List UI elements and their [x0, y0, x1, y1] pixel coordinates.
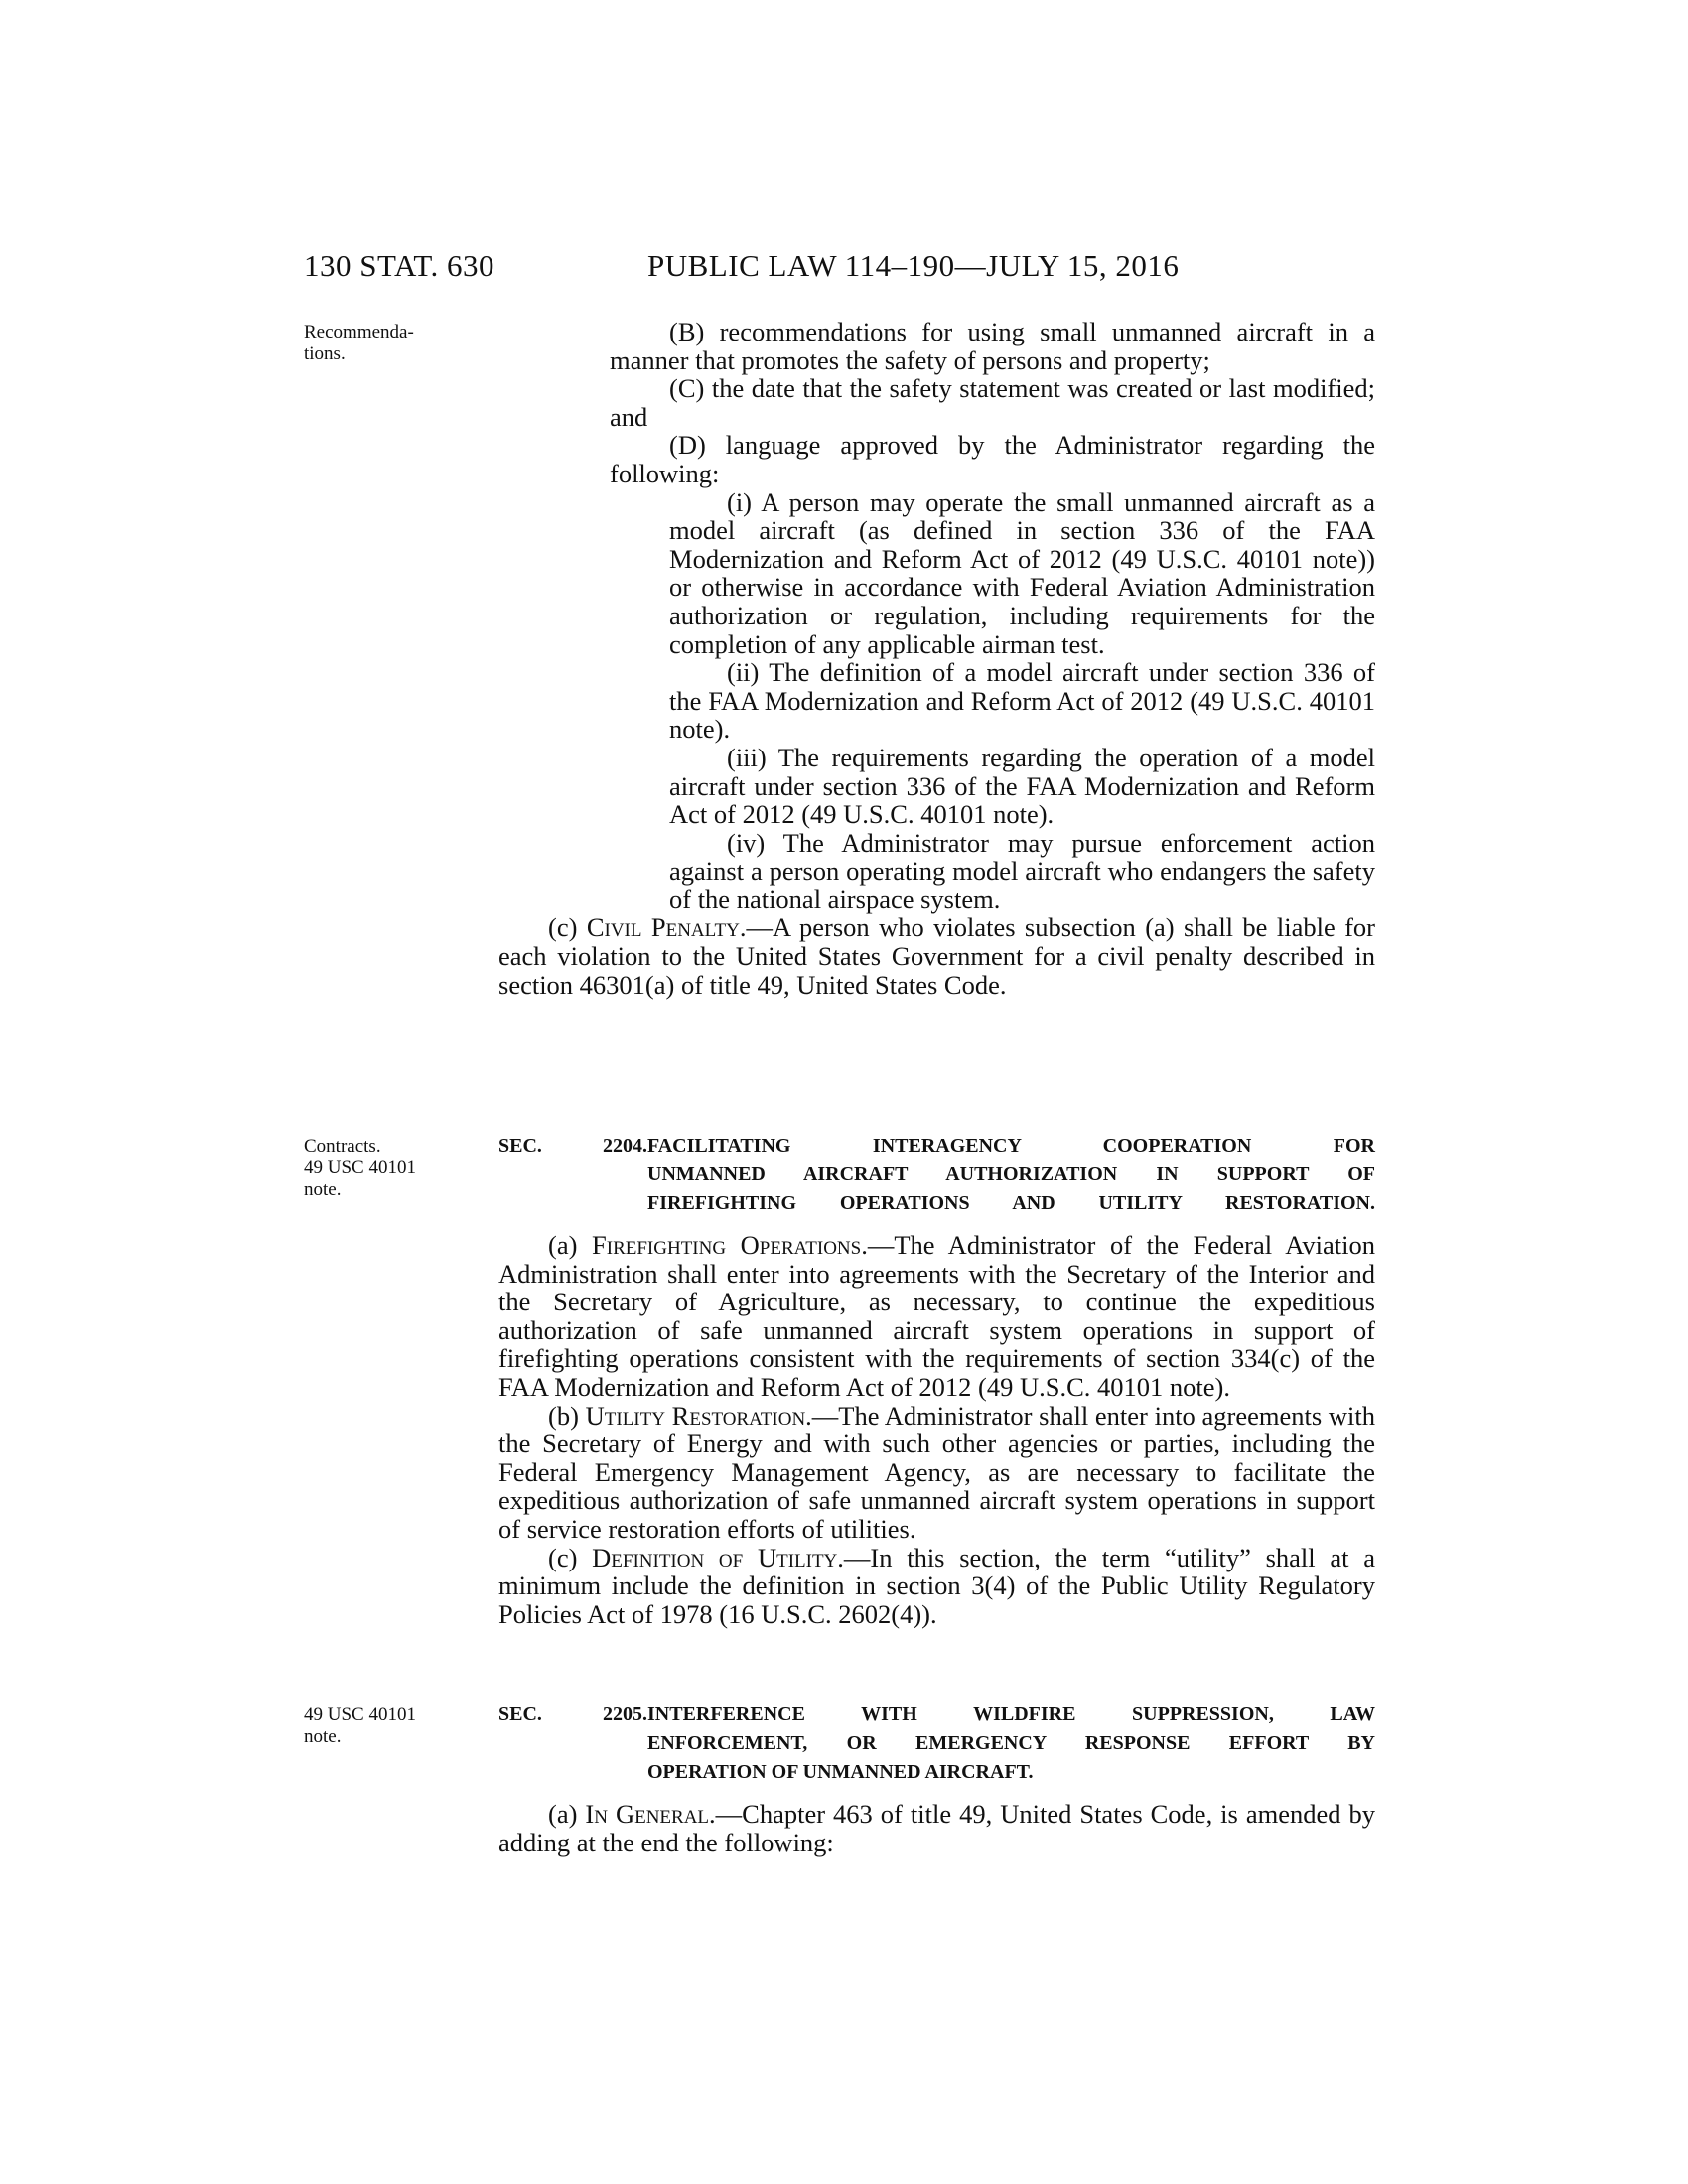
- margin-note-line: note.: [304, 1726, 342, 1747]
- section-title-line: UNMANNED AIRCRAFT AUTHORIZATION IN SUPPORT OF: [647, 1163, 1375, 1185]
- stat-page-number: 130 STAT. 630: [304, 248, 495, 283]
- margin-note-usc-2205: [304, 1705, 453, 1748]
- subsection-heading: In General: [585, 1799, 710, 1829]
- margin-note-recommendations: [304, 322, 453, 365]
- clause-iii: (iii) The requirements regarding the operation of a model aircraft under section 336 of the FAA Modernization and Reform Act of 2012 (49 U.S.C. 40101 note).: [669, 742, 1375, 830]
- section-2204-body: [498, 1231, 1375, 1628]
- subsection-a-in-general: [498, 1800, 1375, 1856]
- margin-note-line: 49 USC 40101: [304, 1158, 416, 1178]
- section-title-line: ENFORCEMENT, OR EMERGENCY RESPONSE EFFORT BY: [647, 1732, 1375, 1754]
- paragraph-B: (B) recommendations for using small unmanned aircraft in a manner that promotes the safety of persons and property;: [610, 317, 1375, 375]
- clause-iv: (iv) The Administrator may pursue enforcement action against a person operating model aircraft who endangers the safety of the national airspace system.: [669, 827, 1375, 914]
- margin-note-contracts: [304, 1136, 453, 1201]
- subsection-label: (a): [548, 1799, 586, 1829]
- subsection-label: (c): [548, 912, 587, 943]
- section-title-line: FACILITATING INTERAGENCY COOPERATION FOR: [647, 1135, 1375, 1157]
- margin-note-line: tions.: [304, 343, 346, 364]
- paragraph-D: (D) language approved by the Administrator regarding the following:: [610, 430, 1375, 488]
- subsection-text: .—The Administrator of the Federal Aviation Administration shall enter into agreements with the Secretary of the Interior and the Secretary of Agriculture, as necessary, to continue the expeditious authorization of safe unmanned aircraft system operations in support of firefighting operations consistent with the requirements of section 334(c) of the FAA Modernization and Reform Act of 2012 (49 U.S.C. 40101 note).: [498, 1230, 1375, 1402]
- paragraph-C: (C) the date that the safety statement was created or last modified; and: [610, 373, 1375, 432]
- section-number: SEC. 2204.: [498, 1135, 647, 1157]
- subsection-b-utility-restoration: [498, 1402, 1375, 1544]
- section-heading-line: [498, 1701, 1375, 1729]
- subsection-text: .—A person who violates subsection (a) shall be liable for each violation to the United States Government for a civil penalty described in section 46301(a) of title 49, United States Code.: [498, 912, 1375, 1000]
- section-title-line: INTERFERENCE WITH WILDFIRE SUPPRESSION, LAW: [647, 1704, 1375, 1725]
- subsection-label: (a): [548, 1230, 593, 1260]
- margin-note-line: 49 USC 40101: [304, 1705, 416, 1725]
- subsection-label: (b): [548, 1400, 586, 1431]
- margin-note-line: note.: [304, 1179, 342, 1200]
- subsection-heading: Civil Penalty: [586, 912, 740, 943]
- subsection-text: .—Chapter 463 of title 49, United States Code, is amended by adding at the end the following:: [498, 1799, 1376, 1857]
- clause-ii: (ii) The definition of a model aircraft under section 336 of the FAA Modernization and Reform Act of 2012 (49 U.S.C. 40101 note).: [669, 657, 1375, 745]
- subsection-c-civil-penalty: [498, 913, 1375, 999]
- clause-i: (i) A person may operate the small unmanned aircraft as a model aircraft (as defined in section 336 of the FAA Modernization and Reform Act of 2012 (49 U.S.C. 40101 note)) or otherwise in accordance with Federal Aviation Administration authorization or regulation, including requirements for the completion of any applicable airman test.: [669, 486, 1375, 659]
- section-2205-body: [498, 1800, 1375, 1856]
- section-number: SEC. 2205.: [498, 1704, 647, 1725]
- section-heading-line: [498, 1132, 1375, 1160]
- subsection-text: .—The Administrator shall enter into agreements with the Secretary of Energy and with such other agencies or parties, including the Federal Emergency Management Agency, as are necessary to facilitate the expeditious authorization of safe unmanned aircraft system operations in support of service restoration efforts of utilities.: [498, 1400, 1376, 1544]
- section-title-line: FIREFIGHTING OPERATIONS AND UTILITY RESTORATION.: [647, 1192, 1375, 1214]
- margin-note-line: Recommenda-: [304, 322, 414, 342]
- subsection-heading: Firefighting Operations: [592, 1230, 862, 1260]
- margin-note-line: Contracts.: [304, 1136, 381, 1157]
- section-title-line: OPERATION OF UNMANNED AIRCRAFT.: [647, 1761, 1034, 1783]
- section-2204-heading: [498, 1132, 1375, 1218]
- subsection-heading: Definition of Utility: [592, 1542, 838, 1572]
- section-2205-heading: [498, 1701, 1375, 1787]
- running-title: PUBLIC LAW 114–190—JULY 15, 2016: [647, 248, 1180, 283]
- section-2203-continuation: [498, 318, 1375, 999]
- subsection-text: .—In this section, the term “utility” shall at a minimum include the definition in section 3(4) of the Public Utility Regulatory Policies Act of 1978 (16 U.S.C. 2602(4)).: [498, 1542, 1375, 1629]
- subsection-a-firefighting: [498, 1231, 1375, 1402]
- subsection-heading: Utility Restoration: [585, 1400, 806, 1431]
- subsection-c-definition: [498, 1544, 1375, 1629]
- subsection-label: (c): [548, 1542, 593, 1572]
